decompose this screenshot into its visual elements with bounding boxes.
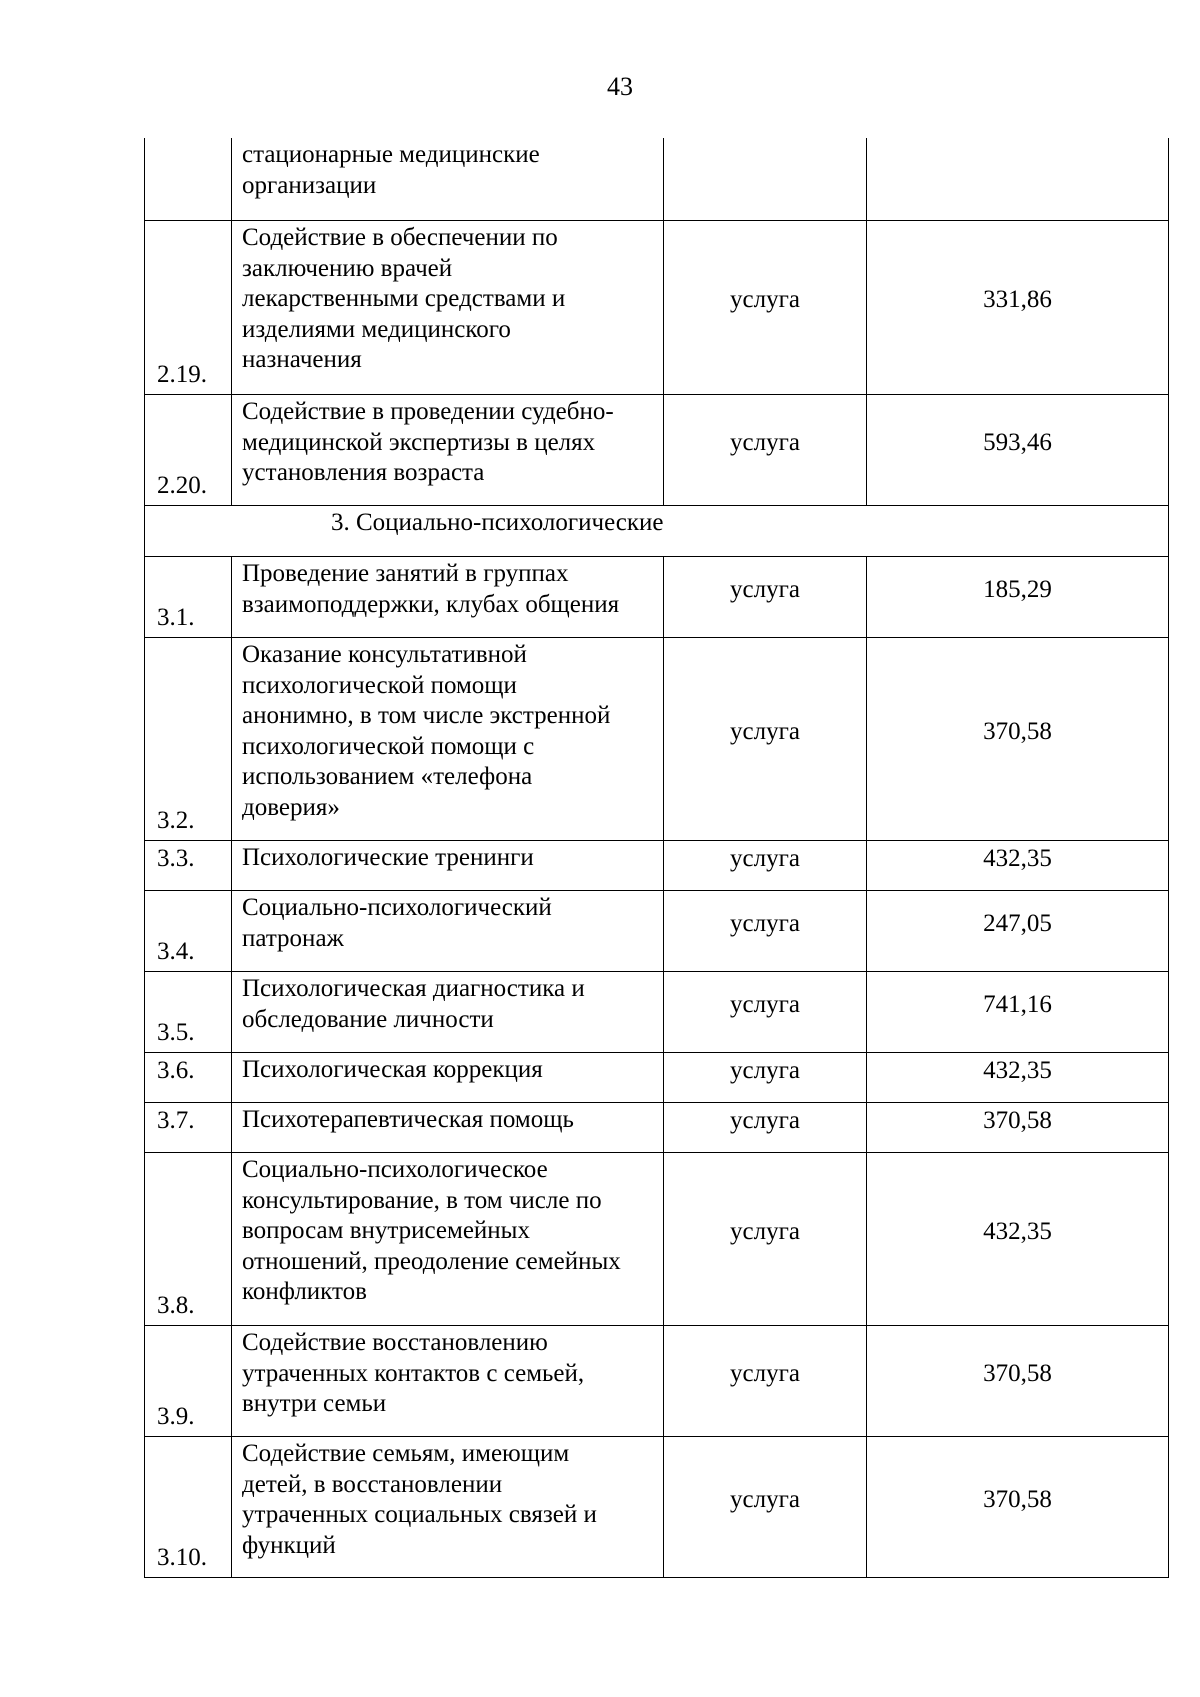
table-row — [145, 557, 1169, 638]
service-name-text: Содействие в проведении судебно- медицинской экспертизы в целях установления возраста — [242, 398, 614, 486]
section-header-row — [145, 506, 1169, 557]
row-number: 3.1. — [145, 557, 232, 638]
service-price: 432,35 — [867, 841, 1169, 891]
table-row — [145, 1153, 1169, 1326]
unit-of-measure: услуга — [664, 395, 867, 506]
service-name — [232, 1053, 664, 1103]
service-name-text: Оказание консультативной психологической помощи анонимно, в том числе экстренной психологической помощи с использованием «телефона доверия» — [242, 641, 611, 821]
table-row — [145, 638, 1169, 841]
unit-of-measure: услуга — [664, 841, 867, 891]
table-row — [145, 1437, 1169, 1578]
row-number: 3.7. — [145, 1103, 232, 1153]
service-name — [232, 1326, 664, 1437]
service-name — [232, 972, 664, 1053]
service-name — [232, 138, 664, 221]
service-price: 247,05 — [867, 891, 1169, 972]
unit-of-measure: услуга — [664, 972, 867, 1053]
unit-of-measure: услуга — [664, 1437, 867, 1578]
table-row — [145, 395, 1169, 506]
row-number: 3.6. — [145, 1053, 232, 1103]
service-price: 593,46 — [867, 395, 1169, 506]
service-name — [232, 841, 664, 891]
service-name-text: Социально-психологический патронаж — [242, 894, 552, 952]
service-name — [232, 638, 664, 841]
unit-of-measure: услуга — [664, 638, 867, 841]
service-name — [232, 1437, 664, 1578]
row-number: 3.4. — [145, 891, 232, 972]
service-name — [232, 557, 664, 638]
service-price: 185,29 — [867, 557, 1169, 638]
service-price: 370,58 — [867, 638, 1169, 841]
unit-of-measure: услуга — [664, 1053, 867, 1103]
service-name — [232, 891, 664, 972]
table-row — [145, 138, 1169, 221]
service-name-text: Проведение занятий в группах взаимоподдержки, клубах общения — [242, 560, 620, 618]
row-number: 3.3. — [145, 841, 232, 891]
service-name — [232, 395, 664, 506]
service-name — [232, 1103, 664, 1153]
service-name-text: Психологическая диагностика и обследование личности — [242, 975, 585, 1033]
table-row — [145, 972, 1169, 1053]
unit-of-measure: услуга — [664, 1103, 867, 1153]
service-name-text: Социально-психологическое консультирование, в том числе по вопросам внутрисемейных отношений, преодоление семейных конфликтов — [242, 1156, 621, 1305]
unit-of-measure — [664, 138, 867, 221]
section-title: 3. Социально-психологические — [145, 506, 1169, 557]
row-number: 3.2. — [145, 638, 232, 841]
service-name-text: Содействие в обеспечении по заключению врачей лекарственными средствами и изделиями медицинского назначения — [242, 224, 566, 373]
service-price: 370,58 — [867, 1437, 1169, 1578]
table-row — [145, 891, 1169, 972]
service-name-text: стационарные медицинские организации — [242, 141, 540, 199]
table-row — [145, 1326, 1169, 1437]
table-row — [145, 1053, 1169, 1103]
service-name-text: Психологические тренинги — [242, 844, 534, 871]
unit-of-measure: услуга — [664, 1153, 867, 1326]
table-row — [145, 221, 1169, 395]
service-name — [232, 221, 664, 395]
unit-of-measure: услуга — [664, 557, 867, 638]
service-price: 432,35 — [867, 1053, 1169, 1103]
service-name-text: Психологическая коррекция — [242, 1056, 543, 1083]
service-price: 331,86 — [867, 221, 1169, 395]
service-name-text: Психотерапевтическая помощь — [242, 1106, 574, 1133]
row-number: 3.10. — [145, 1437, 232, 1578]
unit-of-measure: услуга — [664, 891, 867, 972]
service-price: 432,35 — [867, 1153, 1169, 1326]
row-number: 3.9. — [145, 1326, 232, 1437]
service-name-text: Содействие семьям, имеющим детей, в восстановлении утраченных социальных связей и функций — [242, 1440, 597, 1559]
page-number: 43 — [607, 72, 633, 101]
row-number — [145, 138, 232, 221]
service-price — [867, 138, 1169, 221]
unit-of-measure: услуга — [664, 1326, 867, 1437]
service-name — [232, 1153, 664, 1326]
row-number: 3.8. — [145, 1153, 232, 1326]
unit-of-measure: услуга — [664, 221, 867, 395]
service-price: 370,58 — [867, 1103, 1169, 1153]
table-row — [145, 1103, 1169, 1153]
service-name-text: Содействие восстановлению утраченных контактов с семьей, внутри семьи — [242, 1329, 585, 1417]
row-number: 2.19. — [145, 221, 232, 395]
row-number: 2.20. — [145, 395, 232, 506]
services-table — [144, 138, 1169, 1578]
service-price: 370,58 — [867, 1326, 1169, 1437]
table-row — [145, 841, 1169, 891]
row-number: 3.5. — [145, 972, 232, 1053]
service-price: 741,16 — [867, 972, 1169, 1053]
